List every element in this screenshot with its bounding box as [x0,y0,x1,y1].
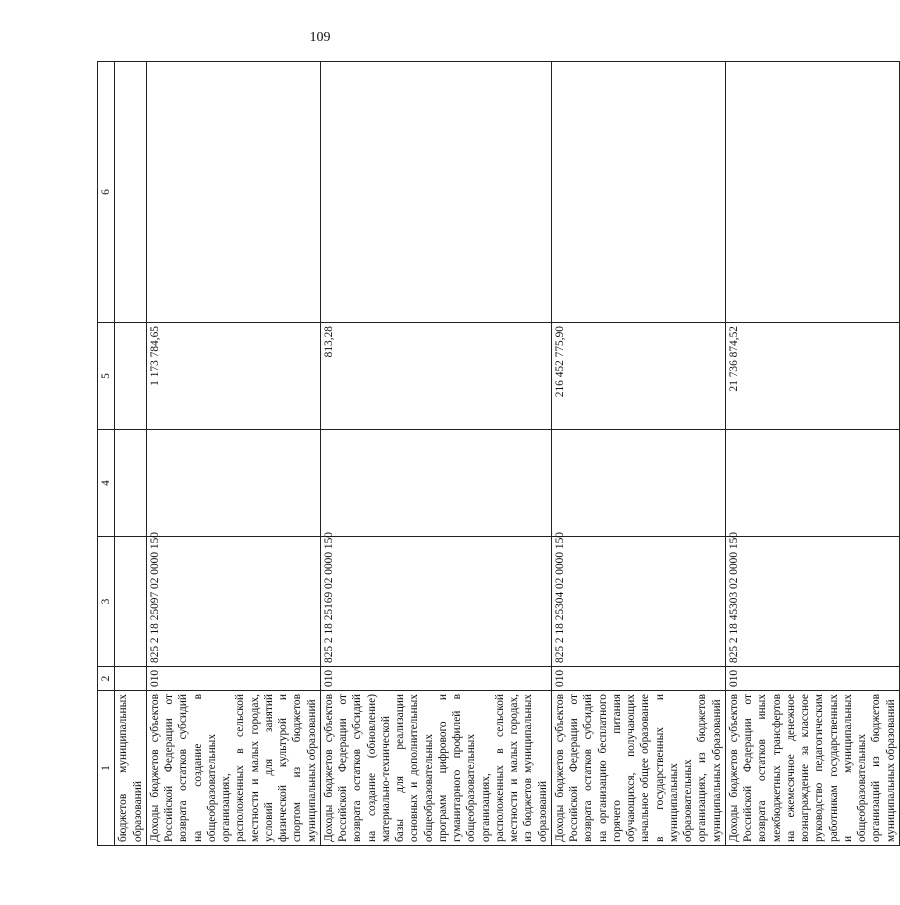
continuation-row [115,62,147,846]
header-col-2: 2 [98,667,115,691]
rotated-table-container [97,62,897,846]
row-code: 010 [320,667,551,691]
table-row [725,62,899,846]
revenue-table [97,61,900,846]
header-col-5: 5 [98,323,115,430]
header-col-4: 4 [98,430,115,537]
page-number: 109 [309,30,331,45]
row-name: Доходы бюджетов субъектов Российской Федерации от возврата остатков субсидий на создание (обновление) материально-технической базы для реализации основных и дополнительных общеобразовательных программ цифрового и гуманитарного профилей в общеобразовательных организациях, расположенных в сельской местности и малых городах, из бюджетов муниципальных образований [320,691,551,846]
row-name: Доходы бюджетов субъектов Российской Федерации от возврата остатков субсидий на создание в общеобразовательных организациях, расположенных в сельской местности и малых городах, условий для занятий физической культурой и спортом из бюджетов муниципальных образований [146,691,320,846]
header-row [98,62,115,846]
row-name: Доходы бюджетов субъектов Российской Федерации от возврата остатков субсидий на организацию бесплатного горячего питания обучающихся, получающих начальное общее образование в государственных и муниципальных образовательных организациях, из бюджетов муниципальных образований [551,691,725,846]
row-col4 [146,430,320,537]
row-col4 [320,430,551,537]
row-kbk: 825 2 18 25304 02 0000 150 [551,537,725,667]
row-amount: 1 173 784,65 [146,323,320,430]
header-col-3: 3 [98,537,115,667]
table-row [551,62,725,846]
row-col6 [725,62,899,323]
row-kbk: 825 2 18 45303 02 0000 150 [725,537,899,667]
table-row [320,62,551,846]
row-code: 010 [725,667,899,691]
row-col6 [320,62,551,323]
header-col-6: 6 [98,62,115,323]
row-col6 [146,62,320,323]
row-amount: 21 736 874,52 [725,323,899,430]
row-code: 010 [551,667,725,691]
row-kbk: 825 2 18 25169 02 0000 150 [320,537,551,667]
row-kbk: 825 2 18 25097 02 0000 150 [146,537,320,667]
row-name: Доходы бюджетов субъектов Российской Федерации от возврата остатков иных межбюджетных трансфертов на ежемесячное денежное вознаграждение за классное руководство педагогическим работникам государственных и муниципальных общеобразовательных организаций из бюджетов муниципальных образований [725,691,899,846]
row-amount: 216 452 775,90 [551,323,725,430]
row-amount: 813,28 [320,323,551,430]
table-row [146,62,320,846]
row-col4 [725,430,899,537]
continuation-text: бюджетов муниципальных образований [115,691,147,846]
row-col6 [551,62,725,323]
header-col-1: 1 [98,691,115,846]
row-col4 [551,430,725,537]
row-code: 010 [146,667,320,691]
